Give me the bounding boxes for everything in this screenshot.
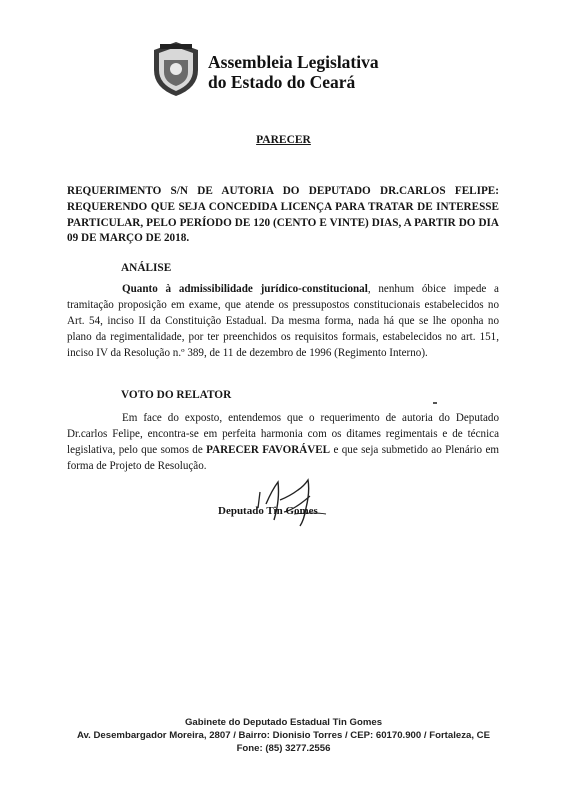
signatory-name: Deputado Tin Gomes bbox=[218, 505, 318, 517]
institution-line-1: Assembleia Legislativa bbox=[208, 52, 379, 72]
vote-emphasis: PARECER FAVORÁVEL bbox=[206, 443, 331, 456]
state-seal-icon bbox=[150, 40, 202, 98]
institution-line-2: do Estado do Ceará bbox=[208, 72, 356, 92]
analysis-paragraph bbox=[67, 282, 499, 362]
footer-address: Av. Desembargador Moreira, 2807 / Bairro: Dionisio Torres / CEP: 60170.900 / Fortaleza, CE bbox=[76, 730, 491, 741]
analysis-heading: ANÁLISE bbox=[121, 262, 172, 274]
footer-office: Gabinete do Deputado Estadual Tin Gomes bbox=[184, 717, 383, 728]
analysis-lead: Quanto à admissibilidade jurídico-constitucional bbox=[122, 283, 368, 295]
scan-speck bbox=[433, 402, 437, 404]
vote-body-1: Em face do exposto, entendemos que o requerimento de autoria do Deputado Dr.carlos Felipe, encontra-se em perfeita harmonia com os ditames regimentais e de técnica legislativa, pelo que somos de bbox=[67, 412, 499, 456]
footer bbox=[0, 716, 567, 755]
document-title: PARECER bbox=[256, 134, 311, 146]
institution-name bbox=[208, 52, 379, 92]
vote-body-2: e que seja submetido ao Plenário em forma de Projeto de Resolução. bbox=[67, 443, 500, 472]
vote-heading: VOTO DO RELATOR bbox=[121, 389, 232, 401]
vote-paragraph bbox=[67, 411, 499, 475]
requirement-heading: REQUERIMENTO S/N DE AUTORIA DO DEPUTADO DR.CARLOS FELIPE: REQUERENDO QUE SEJA CONCEDIDA LICENÇA PARA TRATAR DE INTERESSE PARTICULAR, PELO PERÍODO DE 120 (CENTO E VINTE) DIAS, A PARTIR DO DIA 09 DE MARÇO DE 2018. bbox=[67, 185, 499, 245]
footer-phone: Fone: (85) 3277.2556 bbox=[236, 743, 331, 754]
analysis-body: , nenhum óbice impede a tramitação proposição em exame, que atende os pressupostos constitucionais estabelecidos no Art. 54, inciso II da Constituição Estadual. Da mesma forma, nada há que se lhe oponha no plano da regimentalidade, por ter preenchidos os requisitos formais, estabelecidos no art. 151, inciso IV da Resolução n.º 389, de 11 de dezembro de 1996 (Regimento Interno). bbox=[67, 283, 499, 359]
handwritten-signature bbox=[214, 470, 344, 530]
